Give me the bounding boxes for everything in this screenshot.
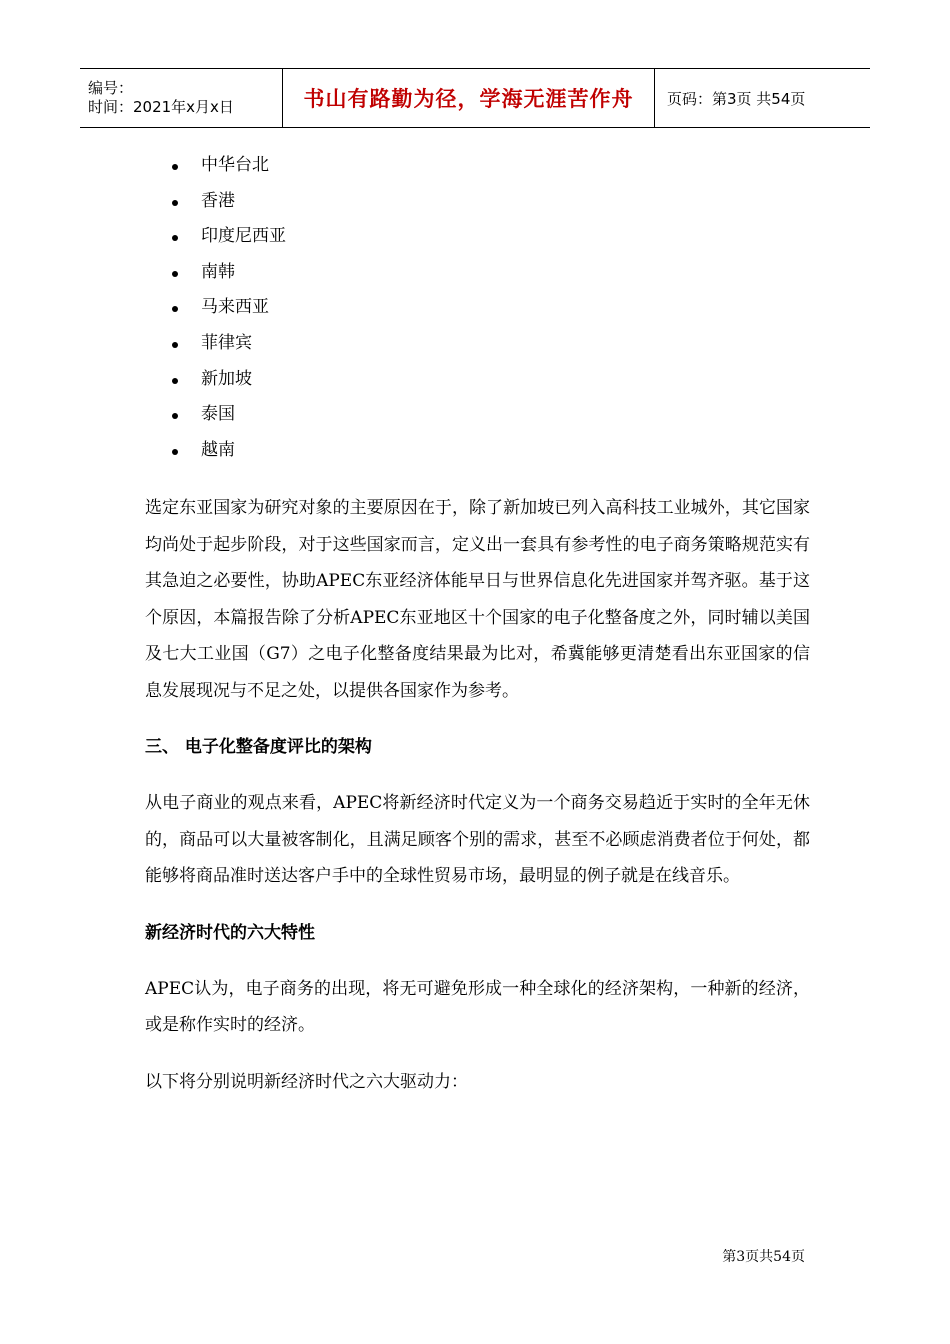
list-item-text: 菲律宾	[201, 332, 252, 353]
list-item	[145, 290, 810, 326]
spacer	[145, 895, 810, 915]
list-item-text: 泰国	[201, 404, 235, 425]
spacer	[145, 1044, 810, 1064]
bullet-icon	[172, 378, 178, 384]
bullet-icon	[172, 449, 178, 455]
page-body	[145, 148, 810, 1100]
bullet-icon	[172, 164, 178, 170]
spacer	[145, 709, 810, 729]
list-item-text: 中华台北	[201, 155, 269, 175]
bullet-icon	[172, 271, 178, 277]
list-item	[145, 433, 810, 469]
bullet-icon	[172, 200, 178, 206]
list-item	[145, 362, 810, 398]
list-item	[145, 148, 810, 184]
spacer	[145, 951, 810, 971]
paragraph-new-economy: 从电子商业的观点来看，APEC将新经济时代定义为一个商务交易趋近于实时的全年无休的，商品可以大量被客制化，且满足顾客个别的需求，甚至不必顾虑消费者位于何处，都能够将商品准时送达客户手中的全球性贸易市场，最明显的例子就是在线音乐。	[145, 793, 810, 887]
list-item	[145, 326, 810, 362]
page-footer: 第3页共54页	[722, 1249, 805, 1265]
list-item-text: 香港	[201, 190, 235, 211]
list-item	[145, 219, 810, 255]
header-page-info: 页码：第3页 共54页	[667, 89, 806, 108]
spacer	[145, 765, 810, 785]
subsection-heading: 新经济时代的六大特性	[145, 922, 315, 943]
paragraph-rationale: 选定东亚国家为研究对象的主要原因在于，除了新加坡已列入高科技工业城外，其它国家均尚处于起步阶段，对于这些国家而言，定义出一套具有参考性的电子商务策略规范实有其急迫之必要性，协助APEC东亚经济体能早日与世界信息化先进国家并驾齐驱。基于这个原因，本篇报告除了分析APEC东亚地区十个国家的电子化整备度之外，同时辅以美国及七大工业国（G7）之电子化整备度结果最为比对，希冀能够更清楚看出东亚国家的信息发展现况与不足之处，以提供各国家作为参考。	[145, 498, 810, 701]
list-item-text: 南韩	[201, 261, 235, 282]
list-item-text: 新加坡	[201, 368, 252, 389]
list-item	[145, 397, 810, 433]
bullet-icon	[172, 235, 178, 241]
list-item	[145, 184, 810, 220]
document-number-label: 编号：	[88, 79, 134, 97]
bullet-icon	[172, 306, 178, 312]
paragraph-drivers-intro: 以下将分别说明新经济时代之六大驱动力：	[145, 1071, 468, 1092]
spacer	[145, 468, 810, 490]
page-header	[80, 68, 870, 128]
document-time-label: 时间：2021年x月x日	[88, 98, 234, 116]
list-item-text: 印度尼西亚	[201, 226, 286, 247]
list-item-text: 马来西亚	[201, 297, 269, 318]
list-item	[145, 255, 810, 291]
bullet-icon	[172, 413, 178, 419]
list-item-text: 越南	[201, 439, 235, 460]
header-motto: 书山有路勤为径，学海无涯苦作舟	[282, 69, 655, 127]
bullet-icon	[172, 342, 178, 348]
section-heading: 三、 电子化整备度评比的架构	[145, 737, 372, 758]
header-meta	[80, 69, 282, 127]
country-list	[145, 148, 810, 468]
paragraph-apec-view: APEC认为，电子商务的出现，将无可避免形成一种全球化的经济架构，一种新的经济，或是称作实时的经济。	[145, 978, 810, 1036]
